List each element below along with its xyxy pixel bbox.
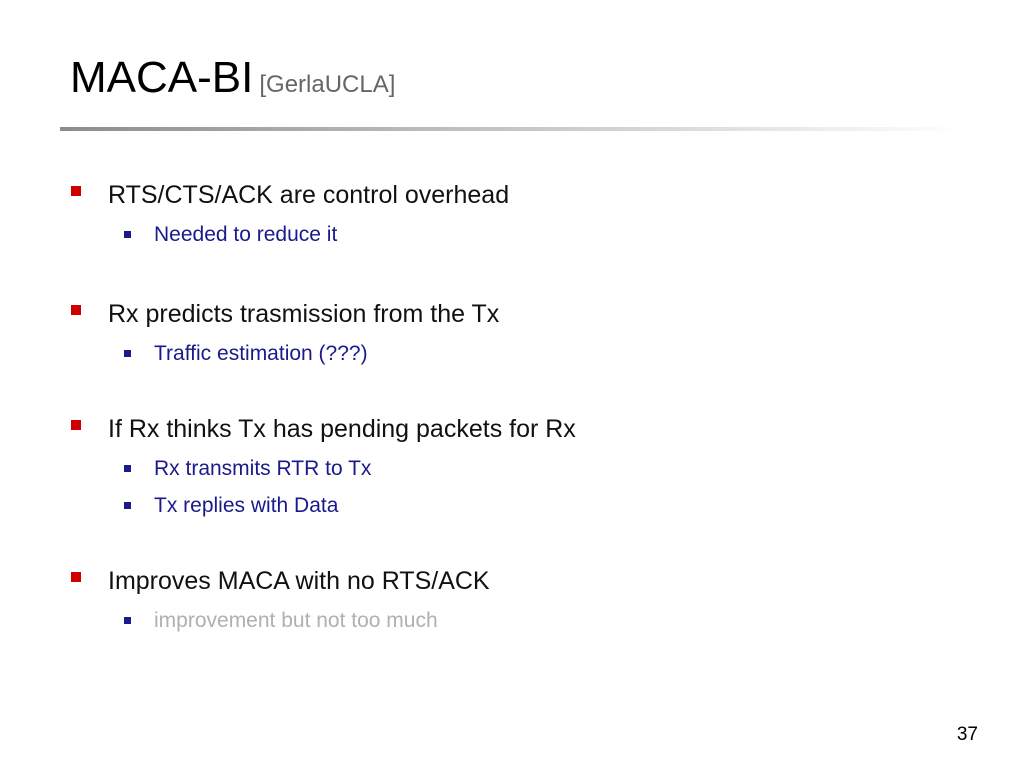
title-main: MACA-BI	[70, 53, 254, 102]
square-bullet-icon	[124, 350, 131, 357]
square-bullet-icon	[71, 305, 81, 315]
sub-bullet-item-4-1	[154, 610, 438, 631]
square-bullet-icon	[71, 420, 81, 430]
slide-title	[70, 53, 396, 102]
bullet-item-4	[108, 569, 490, 594]
square-bullet-icon	[71, 186, 81, 196]
bullet-text: Improves MACA with no RTS/ACK	[108, 567, 490, 595]
bullet-item-3	[108, 417, 576, 442]
bullet-text: If Rx thinks Tx has pending packets for Rx	[108, 415, 576, 443]
page-number: 37	[956, 724, 978, 745]
square-bullet-icon	[124, 502, 131, 509]
bullet-text: Rx predicts trasmission from the Tx	[108, 300, 500, 328]
sub-bullet-text: Tx replies with Data	[154, 494, 339, 517]
square-bullet-icon	[124, 465, 131, 472]
bullet-item-2	[108, 302, 499, 327]
sub-bullet-item-2-1	[154, 343, 368, 364]
sub-bullet-item-1-1	[154, 224, 337, 245]
sub-bullet-text: Traffic estimation (???)	[154, 342, 368, 365]
square-bullet-icon	[71, 572, 81, 582]
sub-bullet-text: Rx transmits RTR to Tx	[154, 457, 372, 480]
square-bullet-icon	[124, 231, 131, 238]
sub-bullet-text: improvement but not too much	[154, 609, 438, 632]
sub-bullet-item-3-1	[154, 458, 371, 479]
title-divider	[60, 127, 965, 131]
sub-bullet-item-3-2	[154, 495, 338, 516]
bullet-item-1	[108, 183, 509, 208]
square-bullet-icon	[124, 617, 131, 624]
bullet-text: RTS/CTS/ACK are control overhead	[108, 181, 510, 209]
title-citation: [GerlaUCLA]	[259, 71, 396, 98]
sub-bullet-text: Needed to reduce it	[154, 223, 338, 246]
